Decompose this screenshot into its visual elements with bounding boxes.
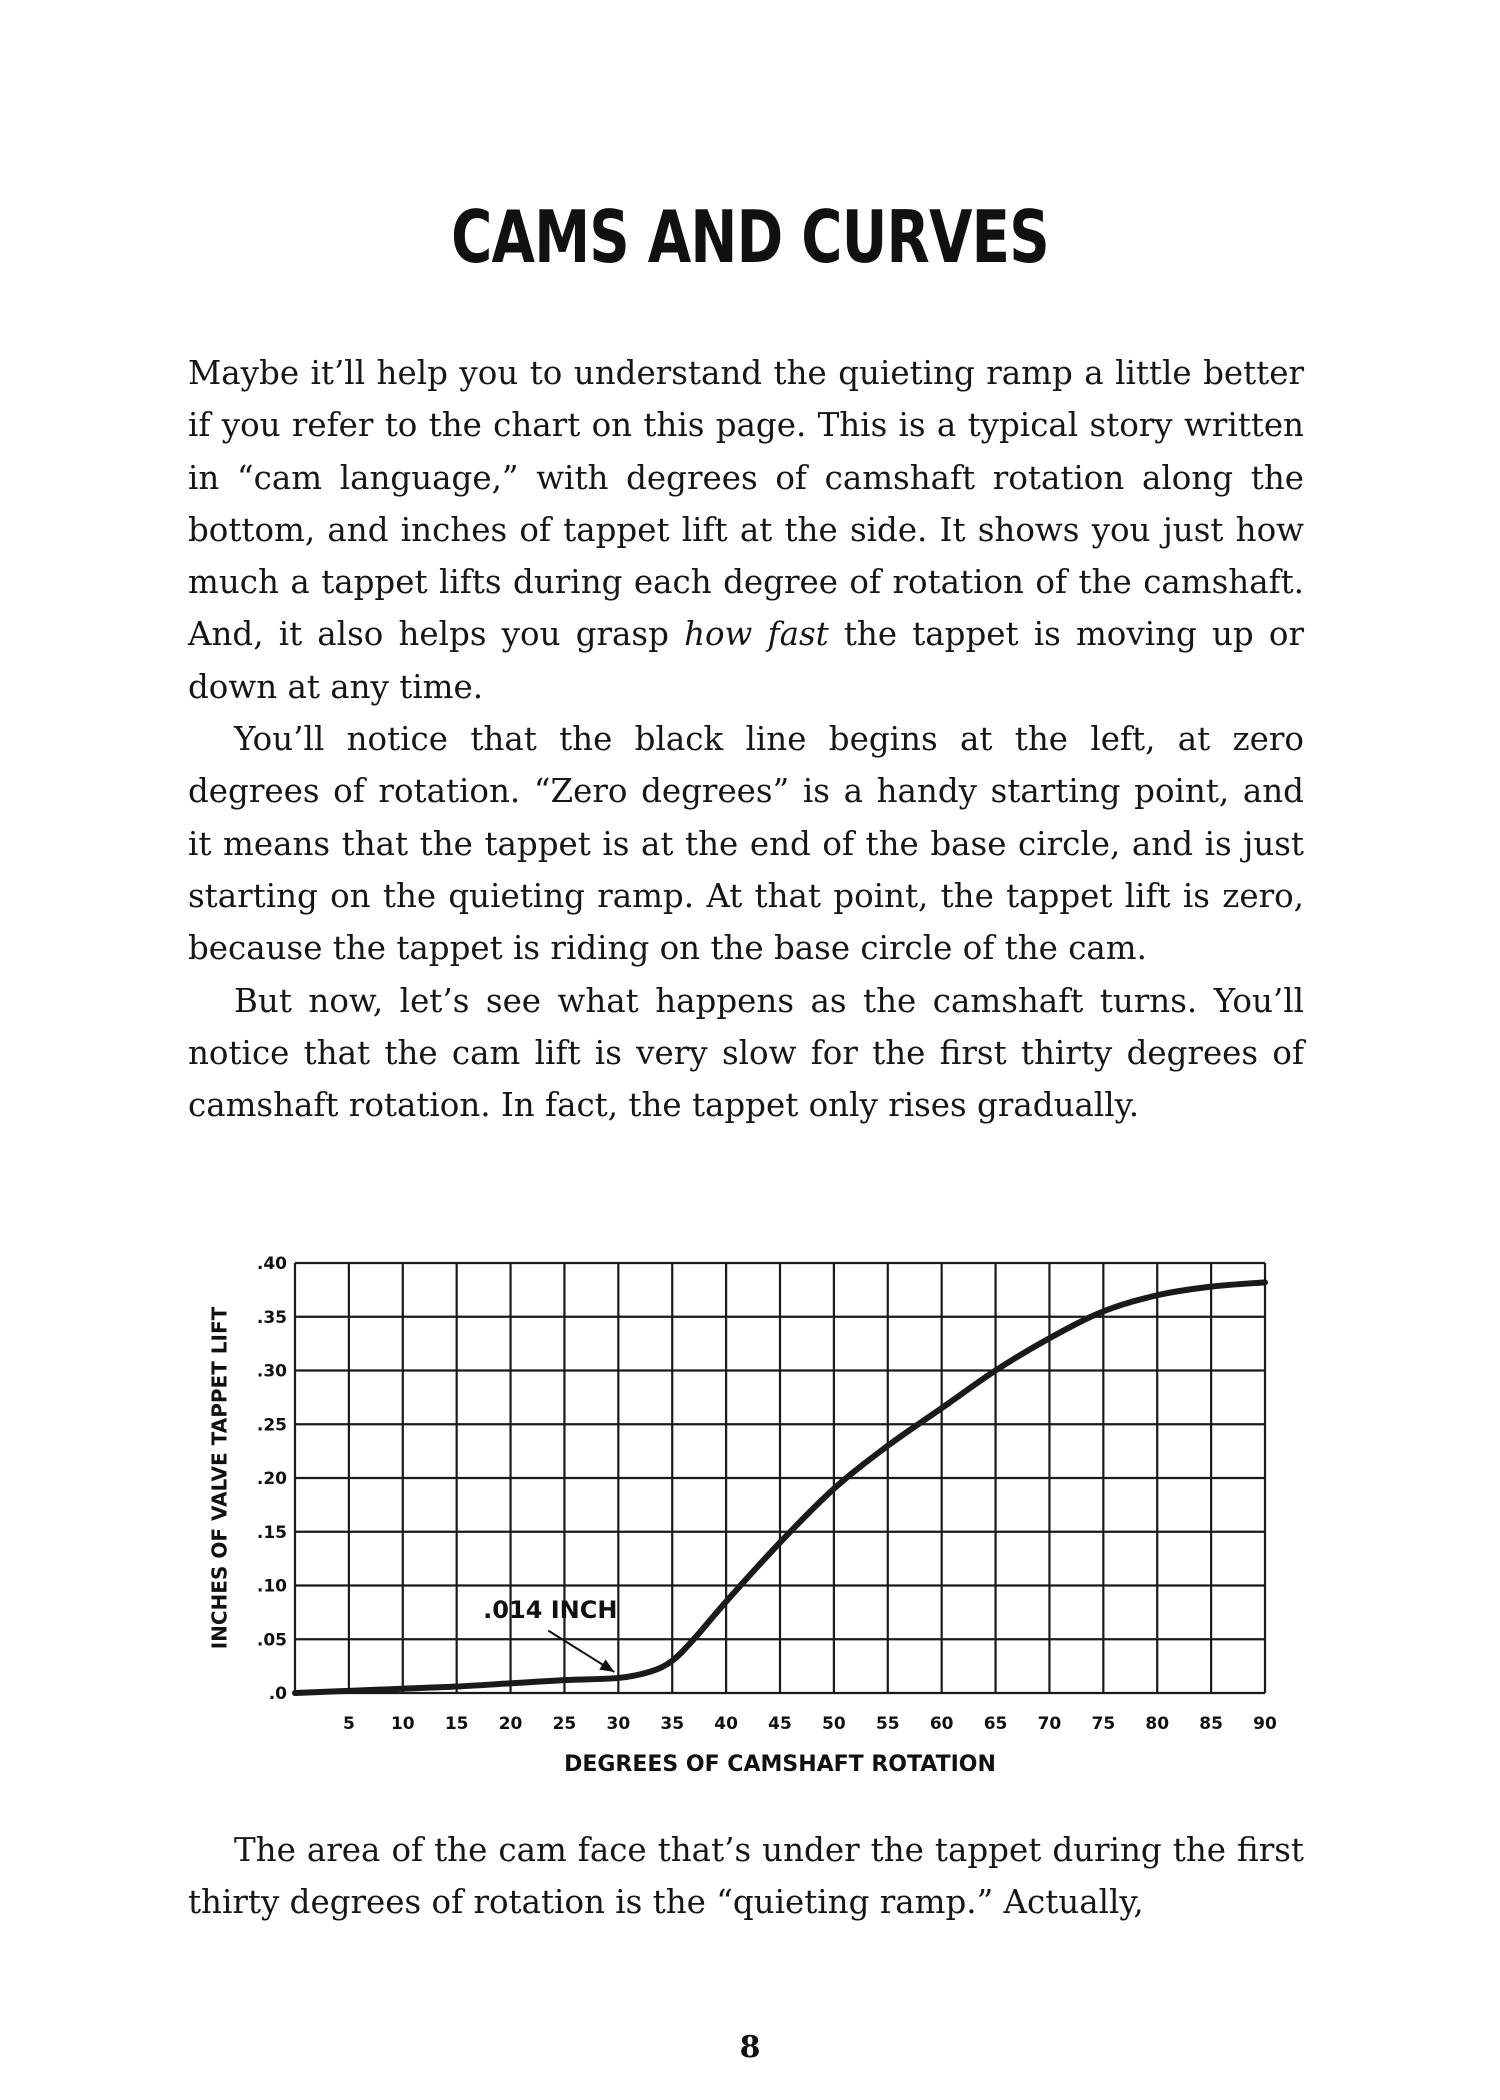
y-tick-label: .40 (256, 1254, 287, 1274)
x-axis-label: DEGREES OF CAMSHAFT ROTATION (564, 1752, 996, 1777)
x-tick-label: 65 (983, 1714, 1008, 1734)
y-tick-label: .10 (256, 1576, 287, 1597)
x-tick-label: 50 (822, 1714, 846, 1734)
paragraph-4: The area of the cam face that’s under the tappet during the first thirty degrees of rotation is the “quieting ramp.” Actually, (188, 1831, 1304, 1922)
x-tick-label: 75 (1091, 1714, 1116, 1734)
y-tick-label: .20 (256, 1469, 287, 1489)
x-tick-label: 35 (660, 1714, 685, 1734)
y-tick-label: .25 (256, 1415, 287, 1436)
continued-text (188, 1824, 1304, 1929)
x-tick-label: 55 (875, 1714, 900, 1734)
y-tick-label: .35 (256, 1307, 287, 1328)
paragraph-3: But now, let’s see what happens as the camshaft turns. You’ll notice that the cam lift is very slow for the first thirty degrees of camshaft rotation. In fact, the tappet only rises gradually. (188, 981, 1304, 1125)
x-tick-label: 40 (714, 1714, 738, 1734)
x-tick-label: 90 (1253, 1714, 1277, 1734)
page-number: 8 (739, 2030, 761, 2065)
y-tick-label: .05 (256, 1630, 287, 1651)
x-tick-label: 85 (1199, 1714, 1223, 1734)
x-tick-label: 30 (606, 1714, 631, 1734)
y-tick-label: .30 (256, 1361, 287, 1382)
annotation-label: .014 INCH (483, 1595, 618, 1624)
x-tick-label: 25 (552, 1714, 577, 1734)
chart-grid (295, 1263, 1265, 1693)
x-tick-labels (343, 1714, 1277, 1734)
intro-text (188, 347, 1304, 1131)
tappet-lift-chart (195, 1245, 1315, 1785)
y-tick-label: .15 (256, 1522, 287, 1543)
paragraph-1: Maybe it’ll help you to understand the quieting ramp a little better if you refer to the chart on this page. This is a typical story written in “cam language,” with degrees of camshaft rotation along the bottom, and inches of tappet lift at the side. It shows you just how much a tappet lifts during each degree of rotation of the camshaft. And, it also helps you grasp how fast the tappet is moving up or down at any time. (188, 354, 1304, 706)
x-tick-label: 10 (390, 1714, 415, 1734)
y-axis-label: INCHES OF VALVE TAPPET LIFT (207, 1306, 232, 1650)
x-tick-label: 5 (342, 1714, 355, 1734)
x-tick-label: 70 (1037, 1714, 1062, 1734)
paragraph-2: You’ll notice that the black line begins at the left, at zero degrees of rotation. “Zero degrees” is a handy starting point, and it means that the tappet is at the end of the base circle, and is just starting on the quieting ramp. At that point, the tappet lift is zero, because the tappet is riding on the base circle of the cam. (188, 720, 1304, 968)
emphasis-text: how fast (684, 615, 829, 654)
annotation-arrowhead (599, 1659, 614, 1672)
page-title: CAMS AND CURVES (451, 195, 1049, 279)
x-tick-label: 20 (498, 1714, 523, 1734)
x-tick-label: 60 (929, 1714, 954, 1734)
y-tick-labels (257, 1254, 287, 1704)
x-tick-label: 80 (1145, 1714, 1170, 1734)
y-tick-label: .0 (268, 1684, 287, 1704)
x-tick-label: 15 (444, 1714, 469, 1734)
x-tick-label: 45 (768, 1714, 792, 1734)
